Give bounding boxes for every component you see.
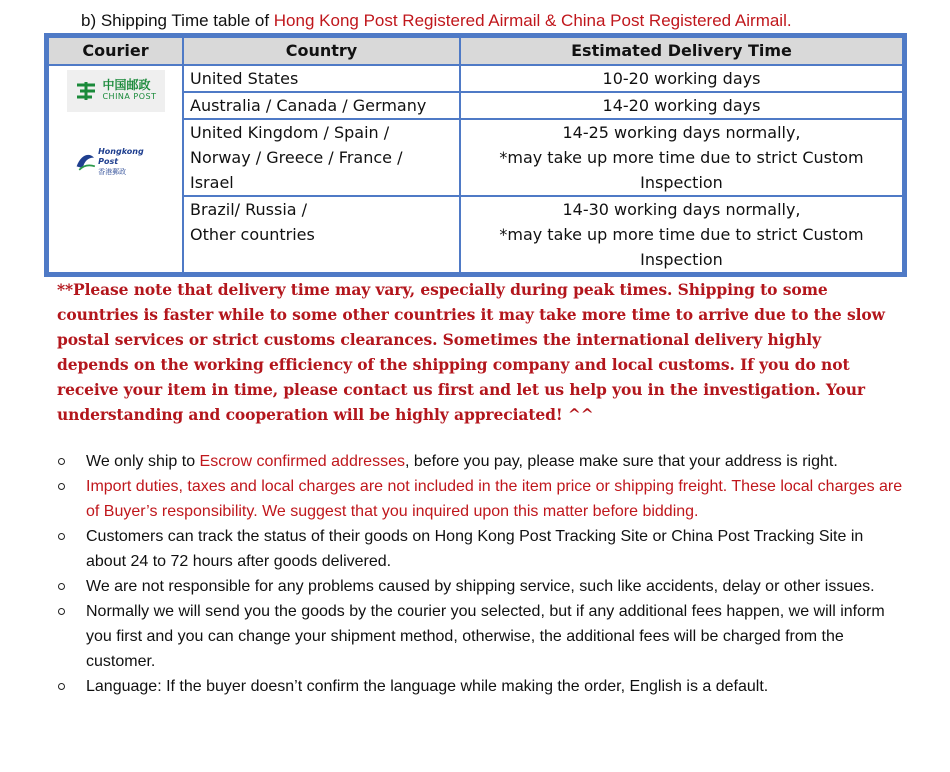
country-cell bbox=[183, 92, 460, 119]
delivery-time-cell bbox=[460, 65, 903, 92]
delivery-time-cell bbox=[460, 119, 903, 196]
delivery-time-line: *may take up more time due to strict Custom bbox=[499, 148, 864, 167]
bullet-highlight: Escrow confirmed addresses bbox=[199, 453, 405, 470]
delivery-time-line: 10-20 working days bbox=[602, 69, 761, 88]
header-delivery-time: Estimated Delivery Time bbox=[460, 37, 903, 65]
bullet-text: We only ship to bbox=[86, 453, 200, 470]
shipping-time-table bbox=[47, 36, 904, 274]
country-cell bbox=[183, 196, 460, 273]
country-cell bbox=[183, 119, 460, 196]
policy-list bbox=[56, 449, 906, 699]
hongkong-post-logo bbox=[74, 142, 158, 182]
country-cell bbox=[183, 65, 460, 92]
bullet-text: Import duties, taxes and local charges are not included in the item price or shipping freight. These local charges are of Buyer’s responsibility. We suggest that you inquired upon this matter before bidding. bbox=[86, 478, 903, 520]
list-item bbox=[56, 599, 906, 674]
list-item bbox=[56, 474, 906, 524]
title-highlight: Hong Kong Post Registered Airmail & China Post Registered Airmail. bbox=[273, 11, 792, 30]
delivery-time-line: Inspection bbox=[640, 250, 723, 269]
china-post-logo-cn: 中国邮政 bbox=[102, 78, 151, 92]
header-country: Country bbox=[183, 37, 460, 65]
bullet-text: Customers can track the status of their goods on Hong Kong Post Tracking Site or China Post Tracking Site in about 24 to 72 hours after goods delivered. bbox=[86, 528, 864, 570]
title-prefix: b) Shipping Time table of bbox=[81, 11, 274, 30]
section-title bbox=[81, 11, 792, 31]
country-line: Israel bbox=[190, 173, 234, 192]
country-line: Other countries bbox=[190, 225, 315, 244]
header-courier: Courier bbox=[48, 37, 183, 65]
china-post-emblem-icon bbox=[74, 79, 98, 103]
list-item bbox=[56, 449, 906, 474]
hongkong-post-bird-icon bbox=[74, 149, 97, 175]
country-line: Norway / Greece / France / bbox=[190, 148, 403, 167]
delivery-time-line: 14-30 working days normally, bbox=[562, 200, 801, 219]
bullet-circle-icon bbox=[58, 458, 65, 465]
country-line: Brazil/ Russia / bbox=[190, 200, 308, 219]
bullet-text: We are not responsible for any problems caused by shipping service, such like accidents, delay or other issues. bbox=[86, 578, 875, 595]
bullet-circle-icon bbox=[58, 608, 65, 615]
table-row bbox=[48, 65, 903, 92]
delivery-time-line: Inspection bbox=[640, 173, 723, 192]
delivery-time-line: *may take up more time due to strict Custom bbox=[499, 225, 864, 244]
bullet-circle-icon bbox=[58, 683, 65, 690]
bullet-circle-icon bbox=[58, 583, 65, 590]
table-header-row bbox=[48, 37, 903, 65]
delivery-time-line: 14-20 working days bbox=[602, 96, 761, 115]
bullet-text: Language: If the buyer doesn’t confirm the language while making the order, English is a default. bbox=[86, 678, 769, 695]
delivery-time-cell bbox=[460, 92, 903, 119]
bullet-text: Normally we will send you the goods by the courier you selected, but if any additional fees happen, we will inform you first and you can change your shipment method, otherwise, the additional fees will be charged from the customer. bbox=[86, 603, 885, 670]
country-line: United States bbox=[190, 69, 299, 88]
bullet-circle-icon bbox=[58, 483, 65, 490]
courier-logos-cell bbox=[48, 65, 183, 273]
hk-post-logo-cn: 香港郵政 bbox=[98, 168, 127, 176]
hk-post-logo-en: Hongkong Post bbox=[98, 147, 144, 166]
china-post-logo-en: CHINA POST bbox=[102, 92, 157, 101]
delivery-time-line: 14-25 working days normally, bbox=[562, 123, 801, 142]
list-item bbox=[56, 574, 906, 599]
bullet-text: , before you pay, please make sure that your address is right. bbox=[404, 453, 838, 470]
delivery-time-cell bbox=[460, 196, 903, 273]
list-item bbox=[56, 674, 906, 699]
delivery-note: **Please note that delivery time may vary, especially during peak times. Shipping to some countries is faster while to some other countries it may take more time to arrive due to the slow postal services or strict customs clearances. Sometimes the international delivery highly depends on the working efficiency of the shipping company and local customs. If you do not receive your item in time, please contact us first and let us help you in the investigation. Your understanding and cooperation will be highly appreciated! ^^ bbox=[57, 280, 885, 424]
list-item bbox=[56, 524, 906, 574]
country-line: Australia / Canada / Germany bbox=[190, 96, 427, 115]
bullet-circle-icon bbox=[58, 533, 65, 540]
china-post-logo bbox=[67, 70, 165, 112]
country-line: United Kingdom / Spain / bbox=[190, 123, 390, 142]
